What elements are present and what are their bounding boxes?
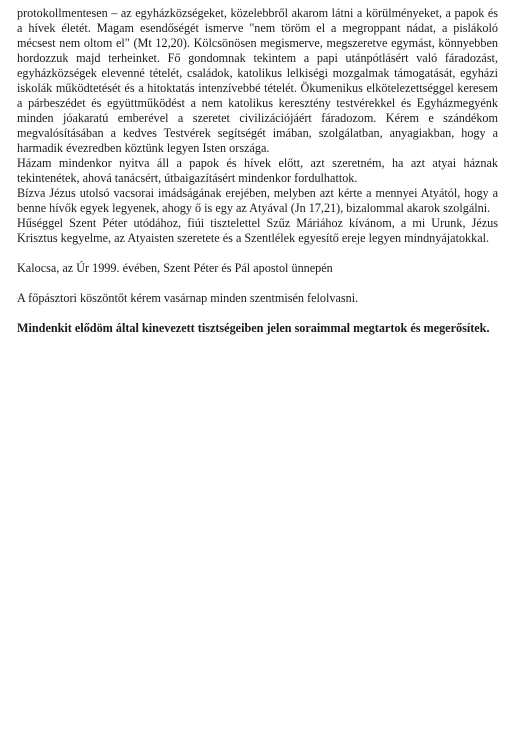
spacer — [17, 246, 498, 261]
paragraph-blessing: Hűséggel Szent Péter utódához, fiúi tisztelettel Szűz Máriához kívánom, a mi Urunk, Jézus Krisztus kegyelme, az Atyaisten szeretete és a Szentlélek egyesítő ereje legyen mindnyájatokkal. — [17, 216, 498, 245]
confirmation-statement: Mindenkit elődöm által kinevezett tisztségeiben jelen soraimmal megtartok és megerősítek. — [17, 321, 490, 335]
spacer — [17, 306, 498, 321]
paragraph-pastoral-goals: protokollmentesen – az egyházközségeket, közelebbről akarom látni a körülményeket, a papok és a hívek életét. Magam esendőségét ismerve "nem töröm el a megroppant nádat, a pislákoló mécsest nem oltom el" (Mt 12,20). Kölcsönösen megismerve, megszeretve egymást, könnyebben hordozzuk majd terheinket. Fő gondomnak tekintem a papi utánpótlásért való fáradozást, egyházközségek elevenné tételét, családok, katolikus lelkiségi mozgalmak támogatását, egyházi iskolák működtetését és a hitoktatás intenzívebbé tételét. Ökumenikus elkötelezettséggel keresem a párbeszédet és együttműködést a nem katolikus keresztény testvérekkel és Egyházmegyénk minden jóakaratú emberével a szeretet civilizációjáért fáradozom. Kérem e szándékom megvalósításában a kedves Testvérek segítségét imában, szolgálatban, anyagiakban, hogy a harmadik évezredben köztünk legyen Isten országa. — [17, 6, 498, 155]
letter-body — [17, 6, 498, 336]
place-date-line: Kalocsa, az Úr 1999. évében, Szent Péter és Pál apostol ünnepén — [17, 261, 333, 275]
reading-instruction: A főpásztori köszöntőt kérem vasárnap minden szentmisén felolvasni. — [17, 291, 359, 305]
paragraph-open-house: Házam mindenkor nyitva áll a papok és hívek előtt, azt szeretném, ha azt atyai háznak tekintenétek, ahová tanácsért, útbaigazításért mindenkor fordulhattok. — [17, 156, 498, 185]
paragraph-prayer-unity: Bízva Jézus utolsó vacsorai imádságának erejében, melyben azt kérte a mennyei Atyától, hogy a benne hívők egyek legyenek, ahogy ő is egy az Atyával (Jn 17,21), bizalommal akarok szolgálni. — [17, 186, 498, 215]
spacer — [17, 276, 498, 291]
